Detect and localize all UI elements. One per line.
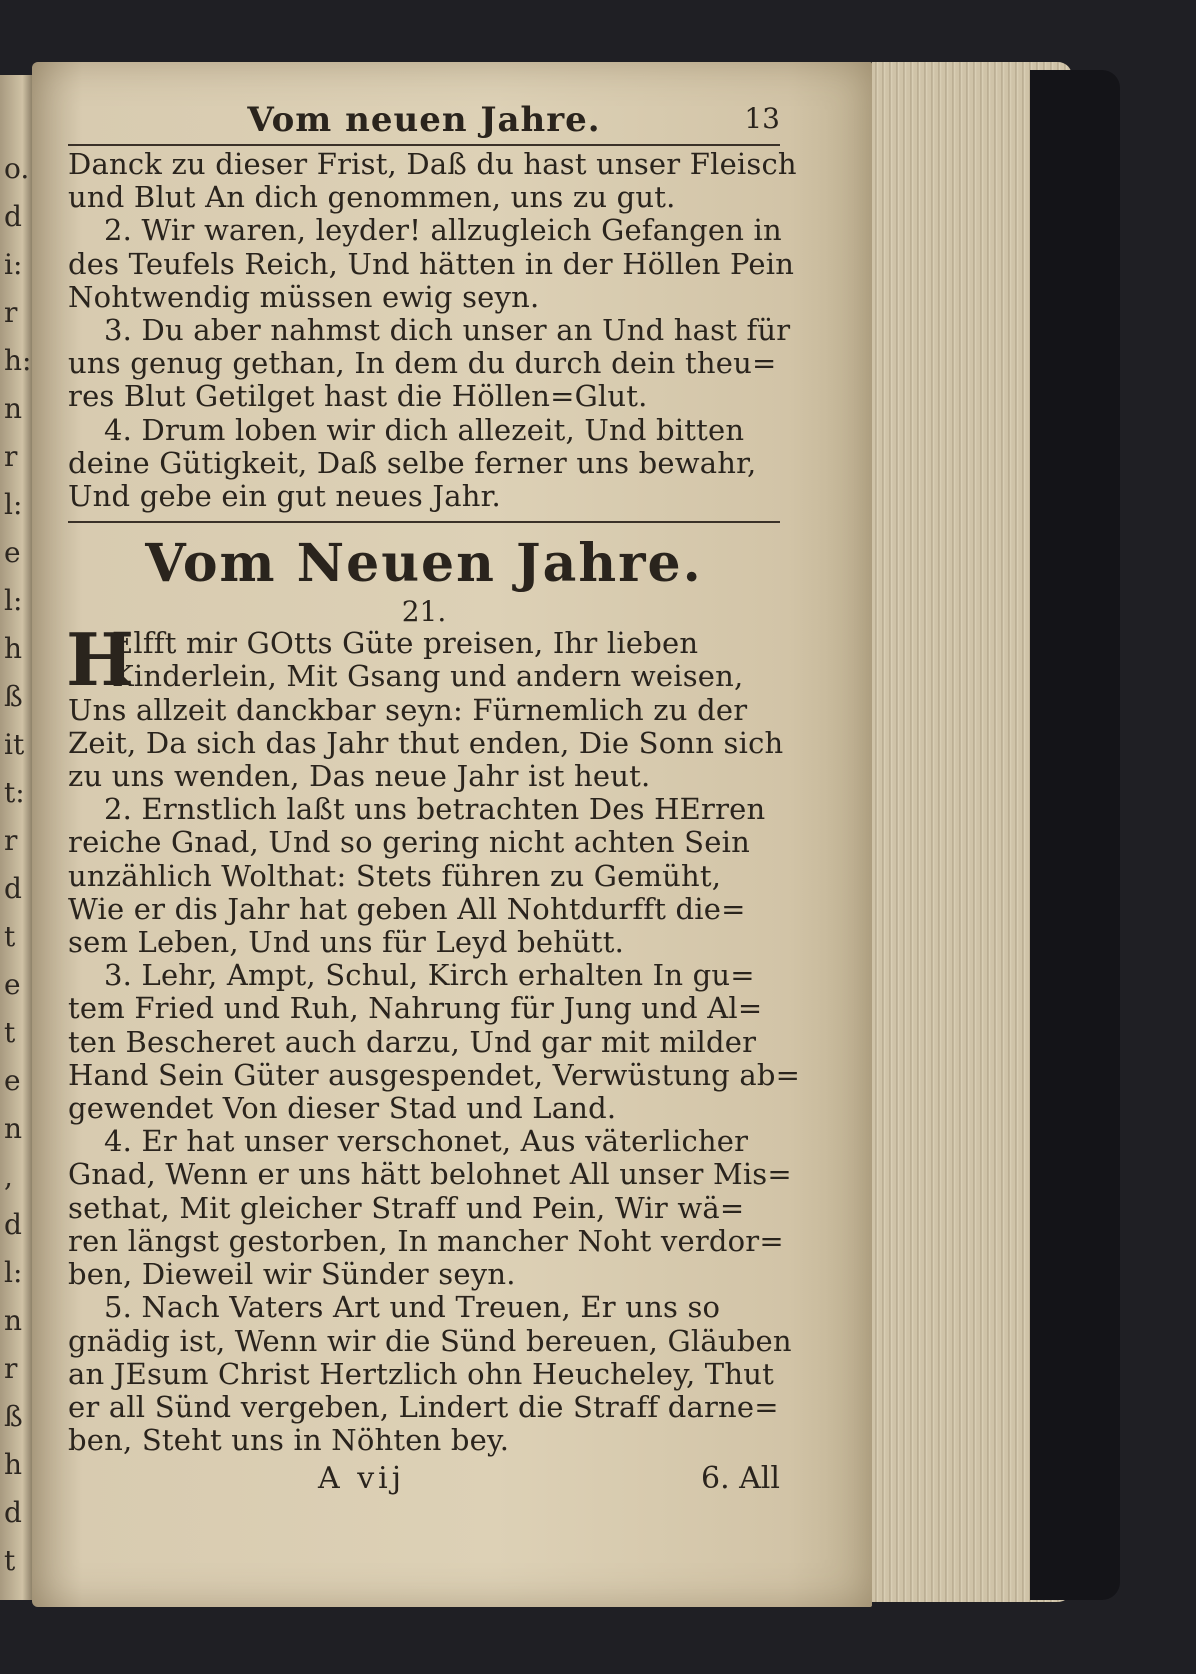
text-line: uns genug gethan, In dem du durch dein theu=	[68, 346, 777, 381]
text-line: ben, Dieweil wir Sünder seyn.	[68, 1257, 516, 1292]
text-line: gewendet Von dieser Stad und Land.	[68, 1091, 617, 1126]
left-page-fragment: ß	[4, 680, 23, 713]
text-line: Danck zu dieser Frist, Daß du hast unser Fleisch	[68, 147, 797, 181]
page-number: 13	[744, 102, 780, 135]
text-line: er all Sünd vergeben, Lindert die Straff darne=	[68, 1389, 779, 1424]
left-page-fragment: d	[4, 872, 22, 905]
text-line: 2. Wir waren, leyder! allzugleich Gefangen in	[104, 213, 782, 248]
left-page-fragment: n	[4, 1304, 23, 1337]
catchword: 6. All	[700, 1461, 780, 1497]
left-page-fragment: t:	[4, 776, 25, 809]
text-line: 5. Nach Vaters Art und Treuen, Er uns so	[104, 1290, 721, 1325]
left-page-fragment: n	[4, 1112, 23, 1145]
text-line: reiche Gnad, Und so gering nicht achten Sein	[68, 825, 750, 860]
text-line: und Blut An dich genommen, uns zu gut.	[68, 180, 676, 215]
left-page-fragment: h	[4, 1448, 23, 1481]
text-line: des Teufels Reich, Und hätten in der Höllen Pein	[68, 246, 795, 281]
left-page-fragment: e	[4, 968, 21, 1001]
text-line: 2. Ernstlich laßt uns betrachten Des HErren	[104, 792, 766, 827]
signature-mark: A vij	[318, 1461, 406, 1497]
left-page-fragment: h:	[4, 344, 32, 377]
text-line: ten Bescheret auch darzu, Und gar mit milder	[68, 1024, 757, 1059]
hymn-title: Vom Neuen Jahre.	[145, 533, 703, 595]
drop-cap: H	[66, 617, 135, 703]
text-line: ren längst gestorben, In mancher Noht verdor=	[68, 1223, 784, 1258]
book-cover	[1030, 70, 1120, 1600]
left-page-fragment: d	[4, 1496, 22, 1529]
page-footer	[68, 1461, 780, 1501]
text-line: Wie er dis Jahr hat geben All Nohtdurfft die=	[68, 891, 746, 926]
left-page-fragment: d	[4, 200, 22, 233]
text-line: Nohtwendig müssen ewig seyn.	[68, 279, 540, 314]
left-page-fragment: h	[4, 632, 23, 665]
text-line: Zeit, Da sich das Jahr thut enden, Die Sonn sich	[68, 725, 784, 760]
previous-hymn-ending	[68, 147, 797, 514]
running-header	[68, 100, 780, 142]
left-page-fragment: ,	[4, 1160, 13, 1193]
left-page-fragment: r	[4, 1352, 18, 1385]
text-line: sethat, Mit gleicher Straff und Pein, Wir wä=	[68, 1190, 745, 1225]
hymn-opening	[66, 617, 780, 703]
text-line: Elfft mir GOtts Güte preisen, Ihr lieben	[112, 626, 699, 661]
text-line: tem Fried und Ruh, Nahrung für Jung und Al=	[68, 991, 763, 1026]
text-line: gnädig ist, Wenn wir die Sünd bereuen, Gläuben	[68, 1323, 792, 1358]
left-page-fragment: o.	[4, 152, 30, 185]
left-page-fragment: l:	[4, 584, 23, 617]
section-divider	[68, 521, 780, 523]
text-line: sem Leben, Und uns für Leyd behütt.	[68, 925, 625, 960]
text-line: Uns allzeit danckbar seyn: Fürnemlich zu der	[68, 692, 748, 727]
left-page-fragment: r	[4, 296, 18, 329]
page-content	[66, 100, 801, 1501]
left-page-fragment: i:	[4, 248, 23, 281]
left-page-fragment: it	[4, 728, 25, 761]
left-page-fragment: r	[4, 440, 18, 473]
left-page-edge	[0, 75, 32, 1600]
left-page-fragment: t	[4, 1016, 16, 1049]
left-page-fragment: l:	[4, 1256, 23, 1289]
text-line: 4. Drum loben wir dich allezeit, Und bitten	[104, 412, 745, 447]
left-page-fragment: ß	[4, 1400, 23, 1433]
left-page-fragment: n	[4, 392, 23, 425]
text-line: 3. Du aber nahmst dich unser an Und hast für	[104, 313, 791, 348]
left-page-fragment: t	[4, 1544, 16, 1577]
header-rule	[68, 144, 780, 146]
hymn-number: 21.	[401, 595, 447, 629]
text-line: 4. Er hat unser verschonet, Aus väterlicher	[104, 1124, 749, 1159]
left-page-fragment: r	[4, 824, 18, 857]
left-page-fragment: e	[4, 1064, 21, 1097]
left-page-fragment: d	[4, 1208, 22, 1241]
text-line: zu uns wenden, Das neue Jahr ist heut.	[68, 759, 651, 794]
text-line: unzählich Wolthat: Stets führen zu Gemüht,	[68, 858, 722, 893]
left-page-fragment: t	[4, 920, 16, 953]
text-line: an JEsum Christ Hertzlich ohn Heucheley, Thut	[68, 1356, 774, 1391]
text-line: Und gebe ein gut neues Jahr.	[68, 479, 501, 514]
running-title: Vom neuen Jahre.	[247, 100, 601, 140]
text-line: 3. Lehr, Ampt, Schul, Kirch erhalten In gu=	[104, 958, 755, 993]
hymn-body	[68, 692, 801, 1458]
left-page-fragment: e	[4, 536, 21, 569]
text-line: res Blut Getilget hast die Höllen=Glut.	[68, 379, 648, 414]
text-line: deine Gütigkeit, Daß selbe ferner uns bewahr,	[68, 445, 757, 480]
left-page-fragment: l:	[4, 488, 23, 521]
text-line: Kinderlein, Mit Gsang und andern weisen,	[112, 659, 744, 694]
text-line: Hand Sein Güter ausgespendet, Verwüstung ab=	[68, 1057, 801, 1092]
text-line: ben, Steht uns in Nöhten bey.	[68, 1423, 510, 1458]
text-line: Gnad, Wenn er uns hätt belohnet All unser Mis=	[68, 1157, 792, 1192]
